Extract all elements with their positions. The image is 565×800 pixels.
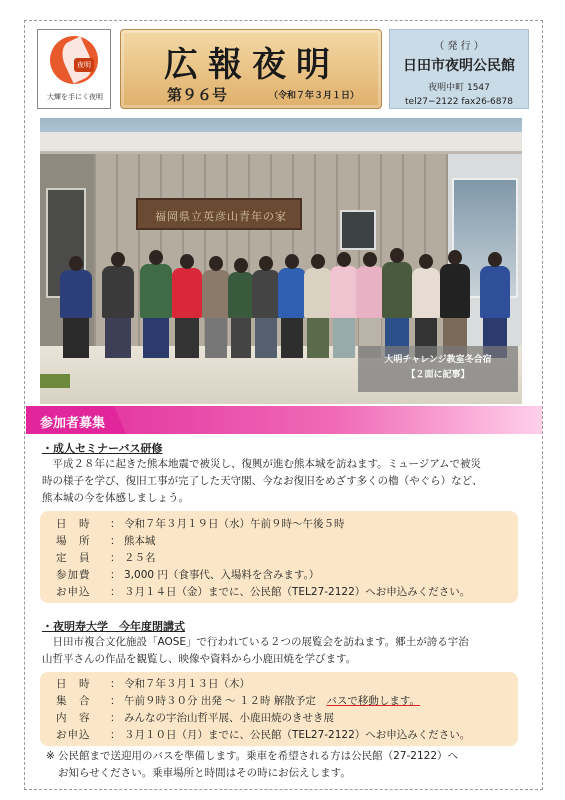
masthead [120,29,382,109]
row-key: 日 時 [56,518,91,530]
event2-text-line: 日田市複合文化施設「AOSE」で行われている２つの展覧会を訪ねます。郷土が誇る宇治 [42,636,469,648]
logo-caption: 大輝を手にく夜明 [47,93,103,101]
child-figure [412,268,440,318]
row-key: 日 時 [56,678,91,690]
event2-title: ・夜明寿大学 今年度閉講式 [42,620,185,633]
row-key: 場 所 [56,535,91,547]
section-title: 参加者募集 [40,416,106,431]
meeting-time: 午前９時３０分 出発 〜 １２時 解散予定 [124,695,316,707]
photo-caption-line1: 大明チャレンジ教室冬合宿 [384,355,492,365]
event1-description [42,456,483,507]
row-value: ２５名 [124,552,156,564]
child-figure [440,264,470,318]
logo-mark: 夜明 [74,58,94,72]
child-figure [102,266,134,318]
event2-description [42,634,469,668]
row-value: 熊本城 [124,535,156,547]
row-key: 内 容 [56,712,91,724]
event1-details-box: 日 時 ： 令和７年３月１９日（水）午前９時〜午後５時 場 所 ： 熊本城 定 員 ： ２５名 参加費 ： 3,000 円（食事代、入場料を含みます。） お申込 ： ３月１４日（金）までに、公民館（TEL27-2122）へお申込みください。 [40,511,518,603]
child-figure [480,266,510,318]
row-value: ３月１４日（金）までに、公民館（TEL27-2122）へお申込みください。 [124,586,471,598]
child-figure [356,266,384,318]
row-key: お申込 [56,729,91,741]
photo-door [340,210,376,250]
event2-details-box: 日 時 ： 令和７年３月１３日（木） 集 合 ： 午前９時３０分 出発 〜 １２時 解散予定 バスで移動します。 内 容 ： みんなの宇治山哲平展、小鹿田焼のきせき展 お申込 ： ３月１０日（月）までに、公民館（TEL27-2122）へお申込みください。 [40,672,518,746]
issue-number: 第９６号 [167,86,228,104]
row-key: 参加費 [56,569,91,581]
row-key: お申込 [56,586,91,598]
event1-text-line: 時の様子を学び、復旧工事が完了した天守閣、今なお復旧をめざす多くの櫓（やぐら）など、 [42,475,483,487]
photo-caption-line2: 【２面に記事】 [406,370,470,380]
child-figure [140,264,172,318]
photo-caption [358,346,518,392]
building-sign-text: 福岡県立英彦山青年の家 [155,210,287,223]
publisher-label: （ 発 行 ） [434,41,484,52]
kominkan-logo [37,29,111,109]
bus-note: バスで移動します。 [326,695,421,707]
child-figure [60,270,92,318]
photo-grass [40,374,70,388]
row-value [124,693,420,708]
newsletter-title: 広報夜明 [164,45,340,85]
row-value: 3,000 円（食事代、入場料を含みます。） [124,569,320,581]
event2-text-line: 山哲平さんの作品を観覧し、映像や資料から小鹿田焼を学びます。 [42,653,357,665]
photo-roof [40,132,522,154]
building-sign [136,198,302,230]
child-figure [228,272,254,318]
publisher-box [389,29,529,109]
publisher-tel: tel27−2122 fax26-6878 [405,97,513,107]
child-figure [252,270,280,318]
row-key: 集 合 [56,695,91,707]
event1-title: ・成人セミナーバス研修 [42,442,163,455]
child-figure [278,268,306,318]
row-value: 令和７年３月１３日（木） [124,678,250,690]
child-figure [202,270,230,318]
issue-date: （令和７年３月１日） [269,91,360,101]
row-key: 定 員 [56,552,91,564]
note-line: 公民館まで送迎用のバスを準備します。乗車を希望される方は公民館（27-2122）へ [58,750,459,762]
event1-text-line: 熊本城の今を体感しましょう。 [42,492,189,504]
publisher-address: 夜明中町 1547 [428,83,490,93]
row-value: みんなの宇治山哲平展、小鹿田焼のきせき展 [124,712,334,724]
row-value: ３月１０日（月）までに、公民館（TEL27-2122）へお申込みください。 [124,729,471,741]
note-mark: ※ [46,750,55,762]
child-figure [172,268,202,318]
child-figure [304,268,332,318]
note-line: お知らせください。乗車場所と時間はその時にお伝えします。 [58,767,351,779]
row-value: 令和７年３月１９日（水）午前９時〜午後５時 [124,518,345,530]
publisher-name: 日田市夜明公民館 [403,58,515,74]
bus-notice [46,748,528,782]
child-figure [330,266,358,318]
event1-text-line: 平成２８年に起きた熊本地震で被災し、復興が進む熊本城を訪ねます。ミュージアムで被災 [42,458,482,470]
child-figure [382,262,412,318]
